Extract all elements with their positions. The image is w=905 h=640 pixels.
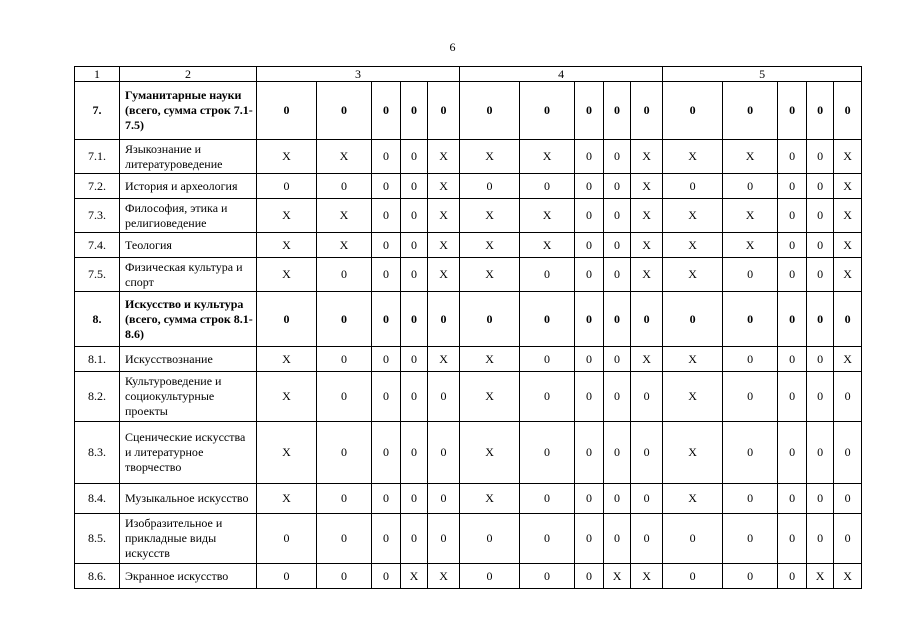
- value-cell: 0: [604, 174, 631, 199]
- value-cell: 0: [807, 199, 834, 233]
- table-row: [75, 199, 862, 233]
- value-cell: X: [257, 258, 317, 292]
- value-cell: 0: [834, 514, 862, 564]
- value-cell: 0: [778, 484, 807, 514]
- value-cell: 0: [520, 174, 575, 199]
- value-cell: 0: [663, 514, 723, 564]
- value-cell: 0: [778, 258, 807, 292]
- value-cell: X: [460, 140, 520, 174]
- value-cell: 0: [834, 292, 862, 347]
- value-cell: 0: [778, 292, 807, 347]
- value-cell: X: [428, 140, 460, 174]
- row-number-cell: 8.3.: [75, 422, 120, 484]
- value-cell: X: [834, 347, 862, 372]
- value-cell: 0: [723, 484, 778, 514]
- value-cell: 0: [723, 422, 778, 484]
- value-cell: 0: [520, 347, 575, 372]
- value-cell: 0: [575, 347, 604, 372]
- value-cell: 0: [428, 484, 460, 514]
- value-cell: X: [317, 140, 372, 174]
- value-cell: 0: [663, 292, 723, 347]
- value-cell: 0: [317, 82, 372, 140]
- row-name-cell: Изобразительное и прикладные виды искусств: [120, 514, 257, 564]
- value-cell: X: [428, 347, 460, 372]
- value-cell: X: [428, 199, 460, 233]
- value-cell: 0: [575, 292, 604, 347]
- value-cell: 0: [575, 372, 604, 422]
- value-cell: 0: [575, 258, 604, 292]
- value-cell: X: [723, 233, 778, 258]
- value-cell: X: [428, 564, 460, 589]
- value-cell: 0: [834, 82, 862, 140]
- row-number-cell: 7.2.: [75, 174, 120, 199]
- value-cell: 0: [401, 422, 428, 484]
- value-cell: X: [834, 258, 862, 292]
- value-cell: 0: [807, 372, 834, 422]
- table-row: [75, 514, 862, 564]
- value-cell: 0: [372, 233, 401, 258]
- value-cell: 0: [372, 372, 401, 422]
- value-cell: X: [604, 564, 631, 589]
- value-cell: 0: [604, 292, 631, 347]
- table-row: [75, 422, 862, 484]
- value-cell: X: [631, 174, 663, 199]
- value-cell: X: [663, 258, 723, 292]
- value-cell: X: [631, 199, 663, 233]
- value-cell: X: [834, 564, 862, 589]
- value-cell: 0: [401, 174, 428, 199]
- value-cell: 0: [778, 564, 807, 589]
- value-cell: 0: [575, 82, 604, 140]
- value-cell: 0: [723, 347, 778, 372]
- row-name-cell: История и археология: [120, 174, 257, 199]
- value-cell: 0: [575, 174, 604, 199]
- value-cell: 0: [401, 372, 428, 422]
- value-cell: 0: [257, 292, 317, 347]
- value-cell: X: [257, 372, 317, 422]
- value-cell: 0: [604, 140, 631, 174]
- value-cell: 0: [401, 484, 428, 514]
- value-cell: X: [460, 233, 520, 258]
- value-cell: 0: [520, 258, 575, 292]
- value-cell: 0: [604, 82, 631, 140]
- value-cell: 0: [631, 292, 663, 347]
- value-cell: 0: [460, 564, 520, 589]
- value-cell: X: [520, 199, 575, 233]
- header-cell-5: 5: [663, 67, 862, 82]
- value-cell: 0: [317, 564, 372, 589]
- row-name-cell: Экранное искусство: [120, 564, 257, 589]
- value-cell: 0: [372, 292, 401, 347]
- value-cell: 0: [604, 422, 631, 484]
- value-cell: 0: [663, 82, 723, 140]
- value-cell: 0: [575, 484, 604, 514]
- value-cell: X: [460, 347, 520, 372]
- value-cell: X: [663, 140, 723, 174]
- row-name-cell: Культуроведение и социокультурные проекты: [120, 372, 257, 422]
- value-cell: X: [257, 347, 317, 372]
- page-number: 6: [449, 40, 456, 54]
- value-cell: 0: [778, 422, 807, 484]
- row-number-cell: 8.2.: [75, 372, 120, 422]
- value-cell: X: [663, 484, 723, 514]
- value-cell: 0: [317, 292, 372, 347]
- row-name-cell: Физическая культура и спорт: [120, 258, 257, 292]
- table-row: [75, 82, 862, 140]
- row-number-cell: 8.1.: [75, 347, 120, 372]
- value-cell: 0: [778, 514, 807, 564]
- value-cell: 0: [778, 233, 807, 258]
- value-cell: 0: [317, 372, 372, 422]
- value-cell: 0: [520, 564, 575, 589]
- header-cell-4: 4: [460, 67, 663, 82]
- value-cell: 0: [723, 564, 778, 589]
- row-name-cell: Музыкальное искусство: [120, 484, 257, 514]
- row-number-cell: 7.5.: [75, 258, 120, 292]
- value-cell: 0: [428, 514, 460, 564]
- value-cell: X: [631, 258, 663, 292]
- value-cell: 0: [460, 514, 520, 564]
- value-cell: X: [663, 347, 723, 372]
- value-cell: 0: [631, 82, 663, 140]
- header-cell-1: 1: [75, 67, 120, 82]
- value-cell: 0: [520, 422, 575, 484]
- value-cell: 0: [778, 199, 807, 233]
- row-name-cell: Искусствознание: [120, 347, 257, 372]
- value-cell: 0: [372, 199, 401, 233]
- value-cell: 0: [807, 82, 834, 140]
- table-row: [75, 233, 862, 258]
- row-name-cell: Языкознание и литературоведение: [120, 140, 257, 174]
- value-cell: X: [723, 199, 778, 233]
- value-cell: 0: [257, 514, 317, 564]
- value-cell: 0: [631, 422, 663, 484]
- value-cell: 0: [401, 347, 428, 372]
- value-cell: 0: [663, 174, 723, 199]
- value-cell: 0: [317, 484, 372, 514]
- value-cell: 0: [631, 484, 663, 514]
- value-cell: 0: [401, 199, 428, 233]
- value-cell: X: [257, 199, 317, 233]
- value-cell: 0: [778, 347, 807, 372]
- value-cell: 0: [663, 564, 723, 589]
- value-cell: X: [663, 372, 723, 422]
- value-cell: 0: [372, 140, 401, 174]
- value-cell: 0: [778, 372, 807, 422]
- value-cell: X: [460, 258, 520, 292]
- value-cell: 0: [460, 82, 520, 140]
- value-cell: 0: [428, 82, 460, 140]
- value-cell: 0: [317, 347, 372, 372]
- value-cell: 0: [257, 564, 317, 589]
- value-cell: 0: [604, 372, 631, 422]
- value-cell: 0: [604, 514, 631, 564]
- row-name-cell: Сценические искусства и литературное творчество: [120, 422, 257, 484]
- value-cell: X: [663, 422, 723, 484]
- row-number-cell: 7.1.: [75, 140, 120, 174]
- value-cell: X: [401, 564, 428, 589]
- value-cell: 0: [401, 140, 428, 174]
- table-row: [75, 174, 862, 199]
- value-cell: 0: [372, 82, 401, 140]
- value-cell: X: [460, 199, 520, 233]
- value-cell: 0: [807, 347, 834, 372]
- value-cell: 0: [520, 292, 575, 347]
- table-row: [75, 372, 862, 422]
- value-cell: 0: [778, 82, 807, 140]
- value-cell: X: [257, 422, 317, 484]
- value-cell: 0: [372, 484, 401, 514]
- header-cell-2: 2: [120, 67, 257, 82]
- row-name-cell: Гуманитарные науки (всего, сумма строк 7.1- 7.5): [120, 82, 257, 140]
- value-cell: 0: [575, 564, 604, 589]
- value-cell: X: [807, 564, 834, 589]
- row-number-cell: 8.6.: [75, 564, 120, 589]
- value-cell: 0: [723, 514, 778, 564]
- value-cell: 0: [257, 174, 317, 199]
- value-cell: X: [460, 484, 520, 514]
- value-cell: 0: [372, 174, 401, 199]
- value-cell: 0: [631, 514, 663, 564]
- value-cell: 0: [723, 258, 778, 292]
- value-cell: 0: [807, 484, 834, 514]
- value-cell: 0: [807, 233, 834, 258]
- value-cell: X: [663, 199, 723, 233]
- value-cell: 0: [723, 174, 778, 199]
- value-cell: X: [428, 174, 460, 199]
- value-cell: 0: [401, 292, 428, 347]
- value-cell: 0: [723, 82, 778, 140]
- value-cell: 0: [575, 514, 604, 564]
- value-cell: X: [257, 233, 317, 258]
- value-cell: X: [631, 347, 663, 372]
- value-cell: 0: [460, 174, 520, 199]
- value-cell: 0: [317, 422, 372, 484]
- value-cell: 0: [604, 199, 631, 233]
- table-row: [75, 347, 862, 372]
- value-cell: 0: [778, 174, 807, 199]
- value-cell: X: [663, 233, 723, 258]
- value-cell: 0: [604, 484, 631, 514]
- value-cell: 0: [372, 422, 401, 484]
- header-cell-3: 3: [257, 67, 460, 82]
- value-cell: X: [257, 484, 317, 514]
- value-cell: X: [631, 564, 663, 589]
- table-row: [75, 258, 862, 292]
- value-cell: 0: [575, 199, 604, 233]
- value-cell: 0: [428, 292, 460, 347]
- value-cell: 0: [372, 514, 401, 564]
- value-cell: 0: [520, 82, 575, 140]
- value-cell: 0: [604, 258, 631, 292]
- value-cell: X: [317, 199, 372, 233]
- value-cell: 0: [723, 372, 778, 422]
- value-cell: X: [723, 140, 778, 174]
- value-cell: 0: [575, 140, 604, 174]
- value-cell: 0: [520, 514, 575, 564]
- value-cell: 0: [834, 372, 862, 422]
- value-cell: 0: [257, 82, 317, 140]
- value-cell: X: [834, 233, 862, 258]
- data-table: [74, 66, 862, 589]
- value-cell: 0: [372, 564, 401, 589]
- value-cell: X: [257, 140, 317, 174]
- value-cell: X: [460, 422, 520, 484]
- value-cell: 0: [807, 174, 834, 199]
- value-cell: 0: [807, 292, 834, 347]
- value-cell: 0: [317, 514, 372, 564]
- value-cell: 0: [428, 372, 460, 422]
- row-number-cell: 8.4.: [75, 484, 120, 514]
- value-cell: 0: [401, 258, 428, 292]
- value-cell: 0: [428, 422, 460, 484]
- row-number-cell: 7.3.: [75, 199, 120, 233]
- value-cell: 0: [807, 258, 834, 292]
- value-cell: 0: [401, 514, 428, 564]
- value-cell: X: [834, 174, 862, 199]
- value-cell: 0: [807, 422, 834, 484]
- value-cell: X: [631, 140, 663, 174]
- value-cell: X: [631, 233, 663, 258]
- value-cell: 0: [520, 484, 575, 514]
- table-row: [75, 292, 862, 347]
- value-cell: X: [317, 233, 372, 258]
- value-cell: 0: [631, 372, 663, 422]
- value-cell: 0: [372, 347, 401, 372]
- value-cell: X: [520, 140, 575, 174]
- value-cell: 0: [317, 258, 372, 292]
- value-cell: 0: [575, 422, 604, 484]
- value-cell: X: [520, 233, 575, 258]
- value-cell: 0: [520, 372, 575, 422]
- value-cell: 0: [807, 140, 834, 174]
- value-cell: 0: [460, 292, 520, 347]
- value-cell: 0: [834, 484, 862, 514]
- value-cell: 0: [604, 233, 631, 258]
- row-name-cell: Теология: [120, 233, 257, 258]
- value-cell: 0: [317, 174, 372, 199]
- row-number-cell: 7.4.: [75, 233, 120, 258]
- value-cell: 0: [401, 82, 428, 140]
- row-name-cell: Искусство и культура (всего, сумма строк 8.1- 8.6): [120, 292, 257, 347]
- value-cell: 0: [834, 422, 862, 484]
- value-cell: 0: [401, 233, 428, 258]
- value-cell: 0: [604, 347, 631, 372]
- table-row: [75, 484, 862, 514]
- table-row: [75, 140, 862, 174]
- row-number-cell: 7.: [75, 82, 120, 140]
- header-row: [75, 67, 862, 82]
- row-number-cell: 8.5.: [75, 514, 120, 564]
- value-cell: 0: [372, 258, 401, 292]
- row-name-cell: Философия, этика и религиоведение: [120, 199, 257, 233]
- value-cell: 0: [575, 233, 604, 258]
- value-cell: 0: [778, 140, 807, 174]
- value-cell: X: [834, 140, 862, 174]
- table-row: [75, 564, 862, 589]
- value-cell: X: [428, 258, 460, 292]
- value-cell: X: [460, 372, 520, 422]
- value-cell: 0: [723, 292, 778, 347]
- value-cell: X: [428, 233, 460, 258]
- value-cell: 0: [807, 514, 834, 564]
- row-number-cell: 8.: [75, 292, 120, 347]
- value-cell: X: [834, 199, 862, 233]
